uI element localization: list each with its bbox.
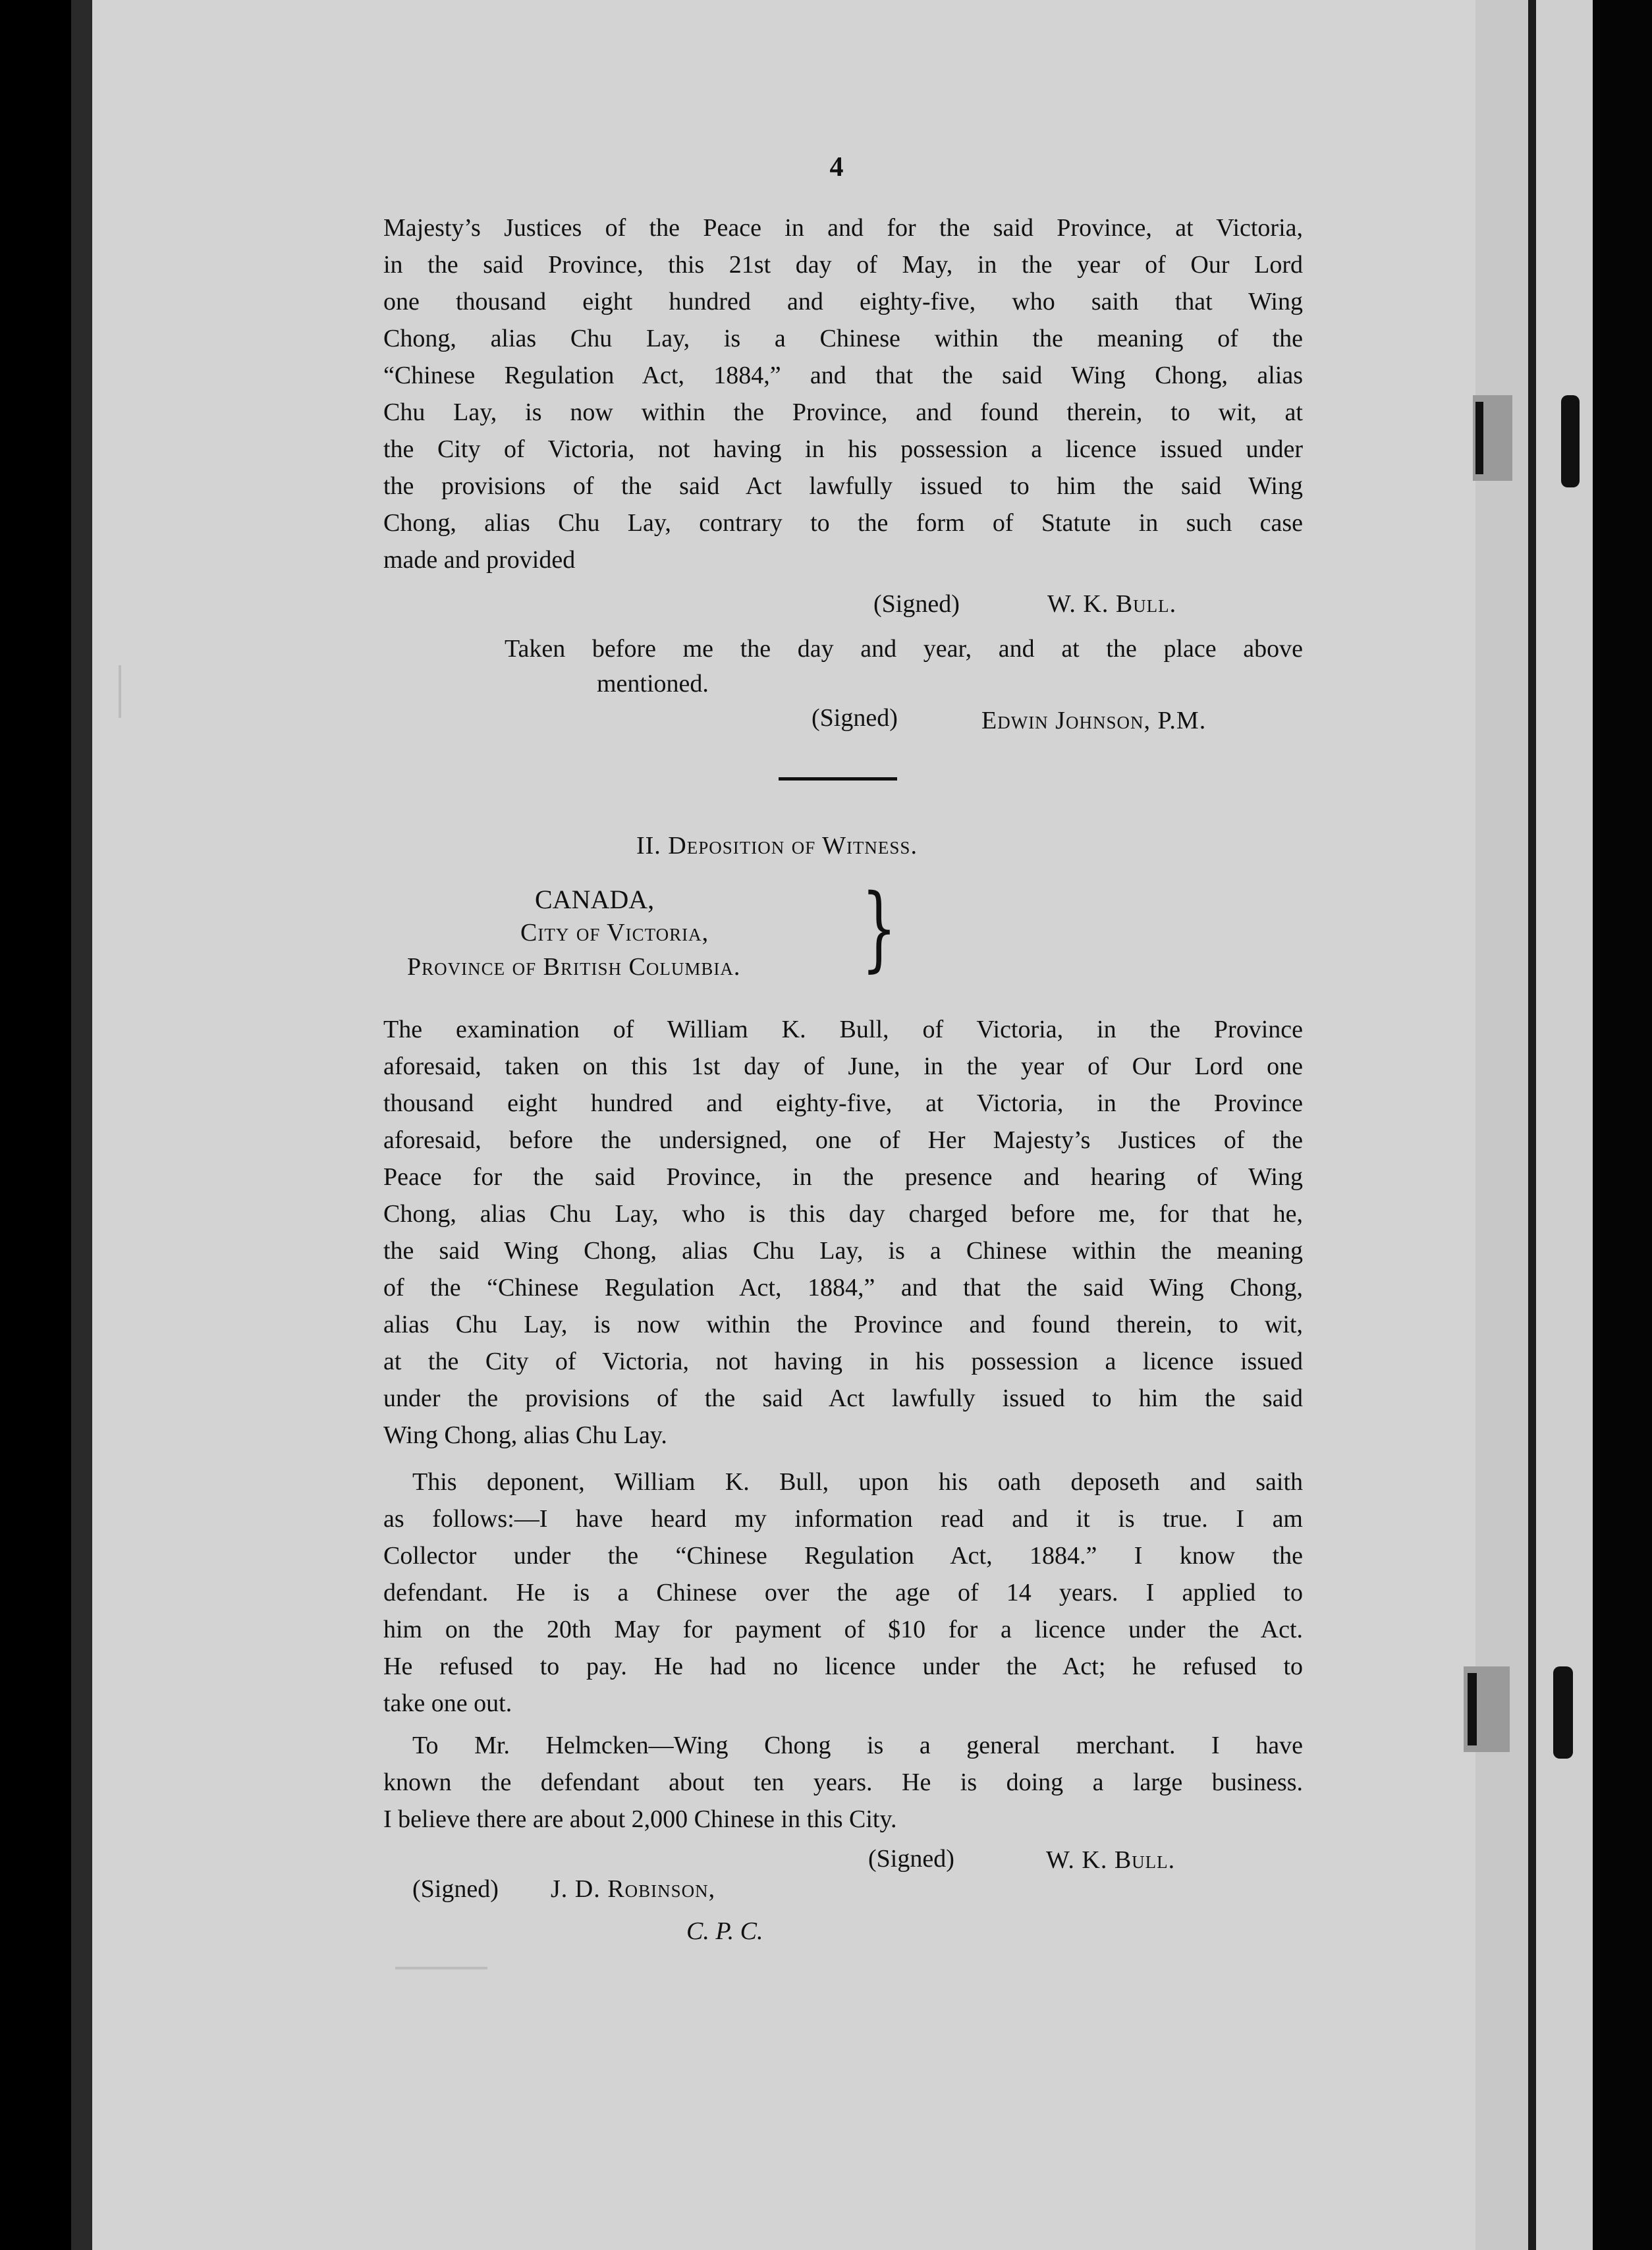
deponent-signed-label: (Signed) [868, 1845, 954, 1873]
information-line: “Chinese Regulation Act, 1884,” and that the said Wing Chong, alias [383, 362, 1303, 389]
information-line: the City of Victoria, not having in his possession a licence issued under [383, 435, 1303, 463]
scan-edge-right [1593, 0, 1652, 2250]
staple-mark-upper-dark [1475, 402, 1483, 474]
venue-brace: } [861, 875, 897, 982]
cross-examination-body [383, 1727, 1303, 1838]
clerk-signature: J. D. Robinson, [551, 1875, 716, 1903]
information-line: Chong, alias Chu Lay, contrary to the form of Statute in such case [383, 509, 1303, 537]
examination-line: under the provisions of the said Act lawfully issued to him the said [383, 1385, 1303, 1412]
information-line: Majesty’s Justices of the Peace in and for the said Province, at Victoria, [383, 214, 1303, 242]
examination-line: aforesaid, taken on this 1st day of June, in the year of Our Lord one [383, 1053, 1303, 1080]
paper-margin-right [1475, 0, 1528, 2250]
staple-mark-lower-dark [1468, 1673, 1477, 1745]
cross-line: I believe there are about 2,000 Chinese in this City. [383, 1805, 897, 1833]
information-line: made and provided [383, 546, 576, 574]
staple-mark-upper-right [1561, 395, 1580, 487]
examination-line: Chong, alias Chu Lay, who is this day charged before me, for that he, [383, 1200, 1303, 1228]
examination-line: of the “Chinese Regulation Act, 1884,” and that the said Wing Chong, [383, 1274, 1303, 1302]
testimony-line: Collector under the “Chinese Regulation Act, 1884.” I know the [383, 1542, 1303, 1570]
clerk-signed-label: (Signed) [412, 1875, 499, 1903]
magistrate-signature: Edwin Johnson, P.M. [981, 707, 1207, 734]
staple-mark-lower-right [1553, 1666, 1573, 1759]
testimony-body [383, 1464, 1303, 1722]
examination-line: Wing Chong, alias Chu Lay. [383, 1421, 667, 1449]
scan-edge-left [71, 0, 94, 2250]
testimony-line: defendant. He is a Chinese over the age of 14 years. I applied to [383, 1579, 1303, 1606]
section-divider [779, 777, 897, 781]
information-line: the provisions of the said Act lawfully issued to him the said Wing [383, 472, 1303, 500]
adjacent-page-edge [1536, 0, 1593, 2250]
examination-line: alias Chu Lay, is now within the Province and found therein, to wit, [383, 1311, 1303, 1338]
taken-before-line-2: mentioned. [597, 670, 709, 698]
information-line: Chong, alias Chu Lay, is a Chinese within the meaning of the [383, 325, 1303, 352]
informant-signed-label: (Signed) [873, 590, 960, 618]
clerk-title: C. P. C. [686, 1917, 763, 1945]
scan-smudge [119, 665, 121, 718]
testimony-line: This deponent, William K. Bull, upon his oath deposeth and saith [412, 1468, 1303, 1496]
testimony-line: take one out. [383, 1689, 512, 1717]
examination-line: Peace for the said Province, in the presence and hearing of Wing [383, 1163, 1303, 1191]
information-body [383, 209, 1303, 578]
magistrate-signed-label: (Signed) [812, 704, 898, 732]
cross-line: To Mr. Helmcken—Wing Chong is a general merchant. I have [412, 1732, 1303, 1759]
informant-signature: W. K. Bull. [1047, 590, 1177, 618]
scan-smudge [395, 1967, 487, 1969]
venue-city: City of Victoria, [520, 919, 709, 947]
testimony-line: He refused to pay. He had no licence under the Act; he refused to [383, 1653, 1303, 1680]
venue-country: CANADA, [535, 885, 655, 914]
information-line: Chu Lay, is now within the Province, and found therein, to wit, at [383, 398, 1303, 426]
examination-body [383, 1011, 1303, 1454]
cross-line: known the defendant about ten years. He is doing a large business. [383, 1769, 1303, 1796]
testimony-line: him on the 20th May for payment of $10 for a licence under the Act. [383, 1616, 1303, 1643]
page-number: 4 [829, 152, 844, 182]
examination-line: The examination of William K. Bull, of Victoria, in the Province [383, 1016, 1303, 1043]
examination-line: the said Wing Chong, alias Chu Lay, is a Chinese within the meaning [383, 1237, 1303, 1265]
page-fold [1528, 0, 1536, 2250]
information-line: in the said Province, this 21st day of May, in the year of Our Lord [383, 251, 1303, 279]
examination-line: aforesaid, before the undersigned, one of Her Majesty’s Justices of the [383, 1126, 1303, 1154]
venue-province: Province of British Columbia. [407, 953, 741, 981]
taken-before-line: Taken before me the day and year, and at the place above [505, 635, 1303, 663]
examination-line: thousand eight hundred and eighty-five, at Victoria, in the Province [383, 1089, 1303, 1117]
testimony-line: as follows:—I have heard my information read and it is true. I am [383, 1505, 1303, 1533]
examination-line: at the City of Victoria, not having in his possession a licence issued [383, 1348, 1303, 1375]
section-heading: II. Deposition of Witness. [636, 832, 918, 860]
information-line: one thousand eight hundred and eighty-five, who saith that Wing [383, 288, 1303, 316]
deponent-signature: W. K. Bull. [1046, 1846, 1176, 1874]
